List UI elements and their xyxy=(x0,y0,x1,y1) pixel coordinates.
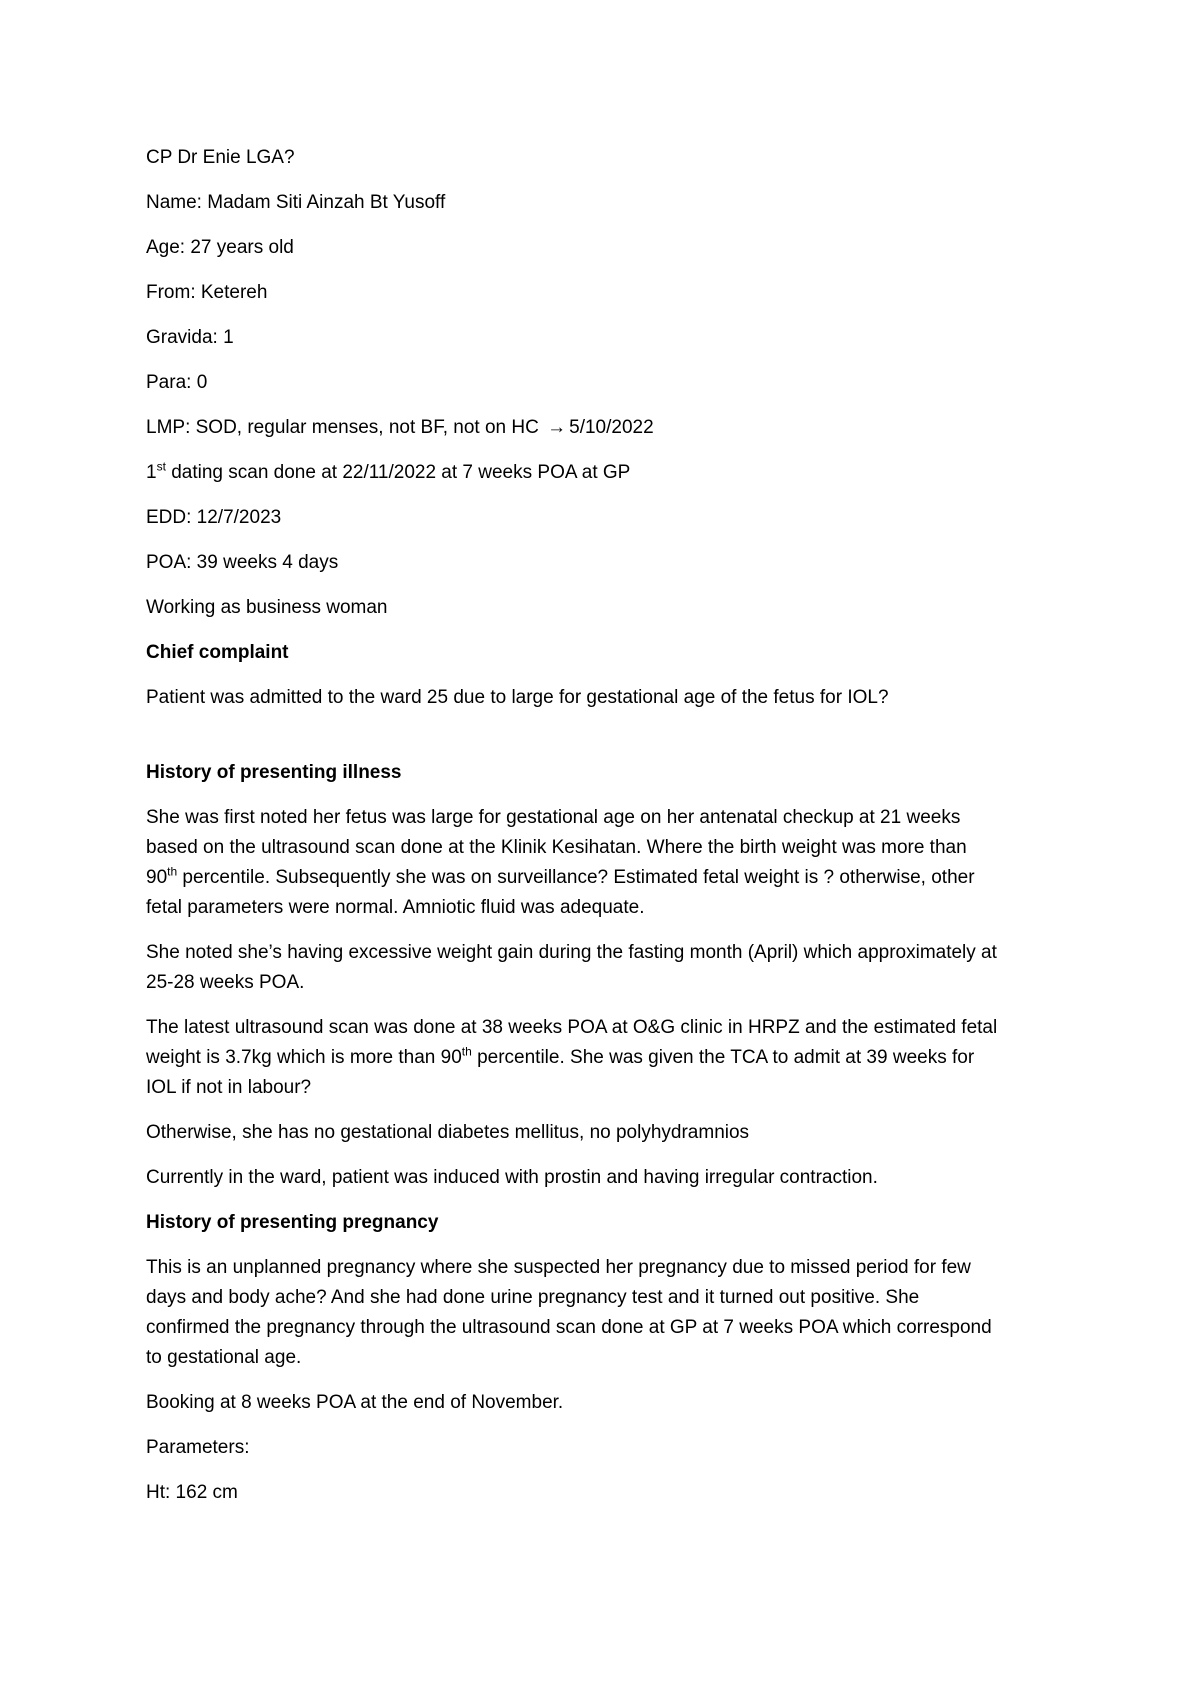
hpp-parameters-label: Parameters: xyxy=(146,1437,250,1458)
patient-age: Age: 27 years old xyxy=(146,237,294,258)
dating-scan-text: dating scan done at 22/11/2022 at 7 weeks POA at GP xyxy=(165,462,631,483)
hpp-p1-line-4: to gestational age. xyxy=(146,1347,302,1368)
patient-lmp xyxy=(146,413,1066,443)
hpi-p3-line-3: IOL if not in labour? xyxy=(146,1077,312,1098)
hpi-p1-line-4: fetal parameters were normal. Amniotic fluid was adequate. xyxy=(146,897,645,918)
hpi-p2-line-2: 25-28 weeks POA. xyxy=(146,972,305,993)
patient-para: Para: 0 xyxy=(146,372,208,393)
dating-scan-number: 1 xyxy=(146,462,157,483)
patient-poa: POA: 39 weeks 4 days xyxy=(146,552,339,573)
patient-edd: EDD: 12/7/2023 xyxy=(146,507,282,528)
hpp-p1-line-2: days and body ache? And she had done urine pregnancy test and it turned out positive. She xyxy=(146,1287,920,1308)
patient-gravida: Gravida: 1 xyxy=(146,327,234,348)
hpp-heading: History of presenting pregnancy xyxy=(146,1212,439,1233)
hpp-height: Ht: 162 cm xyxy=(146,1482,238,1503)
hpi-p1-percentile-number: 90 xyxy=(146,867,168,888)
dating-scan xyxy=(146,458,1066,488)
hpi-p3-percentile-ordinal: th xyxy=(461,1044,472,1059)
hpi-p1-percentile-ordinal: th xyxy=(167,864,178,879)
hpp-booking: Booking at 8 weeks POA at the end of November. xyxy=(146,1392,564,1413)
hpi-p1-line-3-text: percentile. Subsequently she was on surveillance? Estimated fetal weight is ? otherwise, other xyxy=(177,867,975,888)
patient-origin: From: Ketereh xyxy=(146,282,268,303)
hpp-p1-line-1: This is an unplanned pregnancy where she suspected her pregnancy due to missed period for few xyxy=(146,1257,971,1278)
chief-complaint-text: Patient was admitted to the ward 25 due to large for gestational age of the fetus for IOL? xyxy=(146,687,889,708)
hpi-paragraph-5: Currently in the ward, patient was induced with prostin and having irregular contraction. xyxy=(146,1167,878,1188)
hpi-paragraph-3 xyxy=(146,1013,1066,1103)
hpi-p1-line-2: based on the ultrasound scan done at the Klinik Kesihatan. Where the birth weight was more than xyxy=(146,837,967,858)
hpi-p2-line-1: She noted she’s having excessive weight gain during the fasting month (April) which approximately at xyxy=(146,942,997,963)
chief-complaint-heading: Chief complaint xyxy=(146,642,289,663)
document-title: CP Dr Enie LGA? xyxy=(146,147,295,168)
hpi-p1-line-1: She was first noted her fetus was large for gestational age on her antenatal checkup at 21 weeks xyxy=(146,807,961,828)
dating-scan-ordinal: st xyxy=(156,459,166,474)
hpi-paragraph-1 xyxy=(146,803,1066,923)
lmp-text: LMP: SOD, regular menses, not BF, not on HC xyxy=(146,417,539,438)
hpp-p1-line-3: confirmed the pregnancy through the ultrasound scan done at GP at 7 weeks POA which correspond xyxy=(146,1317,992,1338)
patient-name: Name: Madam Siti Ainzah Bt Yusoff xyxy=(146,192,446,213)
right-arrow-icon: → xyxy=(547,417,567,438)
hpi-p1-line-3 xyxy=(146,863,1066,893)
hpi-p3-line-2 xyxy=(146,1043,1066,1073)
patient-occupation: Working as business woman xyxy=(146,597,388,618)
document-page xyxy=(146,143,1066,1523)
hpi-p3-line-2-rest: percentile. She was given the TCA to admit at 39 weeks for xyxy=(471,1047,975,1068)
lmp-date: 5/10/2022 xyxy=(569,417,654,438)
hpi-p3-line-2-text: weight is 3.7kg which is more than 90 xyxy=(146,1047,462,1068)
hpi-p3-line-1: The latest ultrasound scan was done at 38 weeks POA at O&G clinic in HRPZ and the estimated fetal xyxy=(146,1017,998,1038)
hpi-heading: History of presenting illness xyxy=(146,762,402,783)
hpi-paragraph-4: Otherwise, she has no gestational diabetes mellitus, no polyhydramnios xyxy=(146,1122,750,1143)
hpp-paragraph-1 xyxy=(146,1253,1066,1373)
hpi-paragraph-2 xyxy=(146,938,1066,998)
